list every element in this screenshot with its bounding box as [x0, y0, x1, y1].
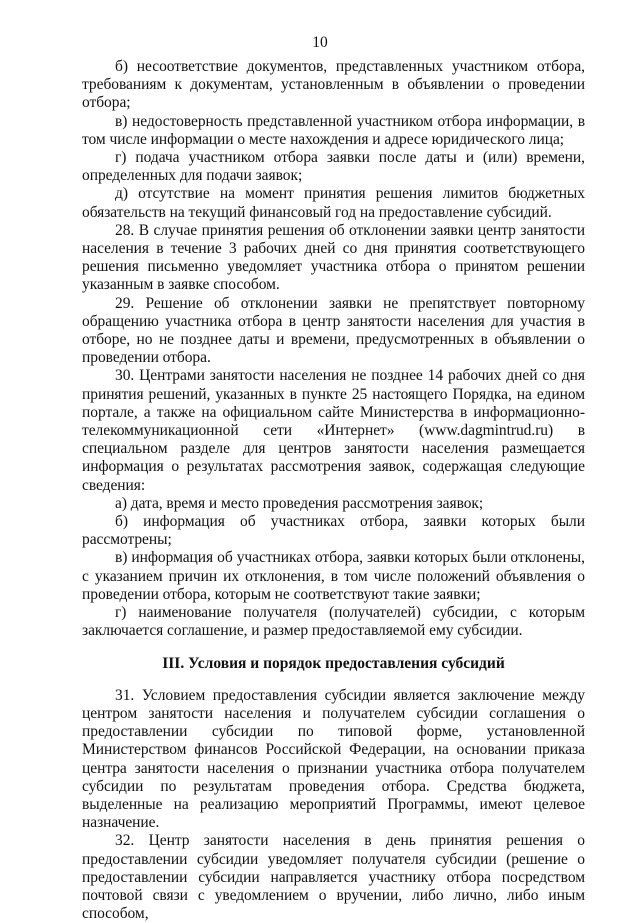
paragraph-item-v: в) недостоверность представленной участником отбора информации, в том числе информации о месте нахождения и адресе юридического лица; [82, 112, 585, 148]
paragraph-30-v: в) информация об участниках отбора, заявки которых были отклонены, с указанием причин их отклонения, в том числе положений объявления о проведении отбора, которым не соответствуют такие заявки; [82, 549, 585, 603]
page-number: 10 [312, 34, 328, 51]
document-body [82, 58, 585, 923]
paragraph-item-d: д) отсутствие на момент принятия решения лимитов бюджетных обязательств на текущий финансовый год на предоставление субсидий. [82, 185, 585, 221]
paragraph-item-g: г) подача участником отбора заявки после даты и (или) времени, определенных для подачи заявок; [82, 149, 585, 185]
section-heading: III. Условия и порядок предоставления субсидий [162, 654, 505, 672]
paragraph-32: 32. Центр занятости населения в день принятия решения о предоставлении субсидии уведомляет получателя субсидии (решение о предоставлении субсидии направляется участнику отбора посредством почтовой связи с уведомлением о вручении, либо лично, либо иным способом, [82, 832, 585, 923]
paragraph-item-b: б) несоответствие документов, представленных участником отбора, требованиям к документам, установленным в объявлении о проведении отбора; [82, 58, 585, 112]
paragraph-29: 29. Решение об отклонении заявки не препятствует повторному обращению участника отбора в центр занятости населения для участия в отборе, но не позднее даты и времени, предусмотренных в объявлении о проведении отбора. [82, 294, 585, 367]
paragraph-28: 28. В случае принятия решения об отклонении заявки центр занятости населения в течение 3 рабочих дней со дня принятия соответствующего решения письменно уведомляет участника отбора о принятом решении указанным в заявке способом. [82, 221, 585, 294]
paragraph-31: 31. Условием предоставления субсидии является заключение между центром занятости населения и получателем субсидии соглашения о предоставлении субсидии по типовой форме, установленной Министерством финансов Российской Федерации, на основании приказа центра занятости населения о признании участника отбора получателем субсидии по результатам проведения отбора. Средства бюджета, выделенные на реализацию мероприятий Программы, имеют целевое назначение. [82, 686, 585, 832]
paragraph-30-a: а) дата, время и место проведения рассмотрения заявок; [115, 494, 484, 512]
paragraph-30-g: г) наименование получателя (получателей) субсидии, с которым заключается соглашение, и размер предоставляемой ему субсидии. [82, 604, 585, 640]
paragraph-30-b: б) информация об участниках отбора, заявки которых были рассмотрены; [82, 513, 585, 549]
paragraph-30: 30. Центрами занятости населения не позднее 14 рабочих дней со дня принятия решений, указанных в пункте 25 настоящего Порядка, на едином портале, а также на официальном сайте Министерства в информационно-телекоммуникационной сети «Интернет» (www.dagmintrud.ru) в специальном разделе для центров занятости населения размещается информация о результатах рассмотрения заявок, содержащая следующие сведения: [82, 367, 585, 494]
